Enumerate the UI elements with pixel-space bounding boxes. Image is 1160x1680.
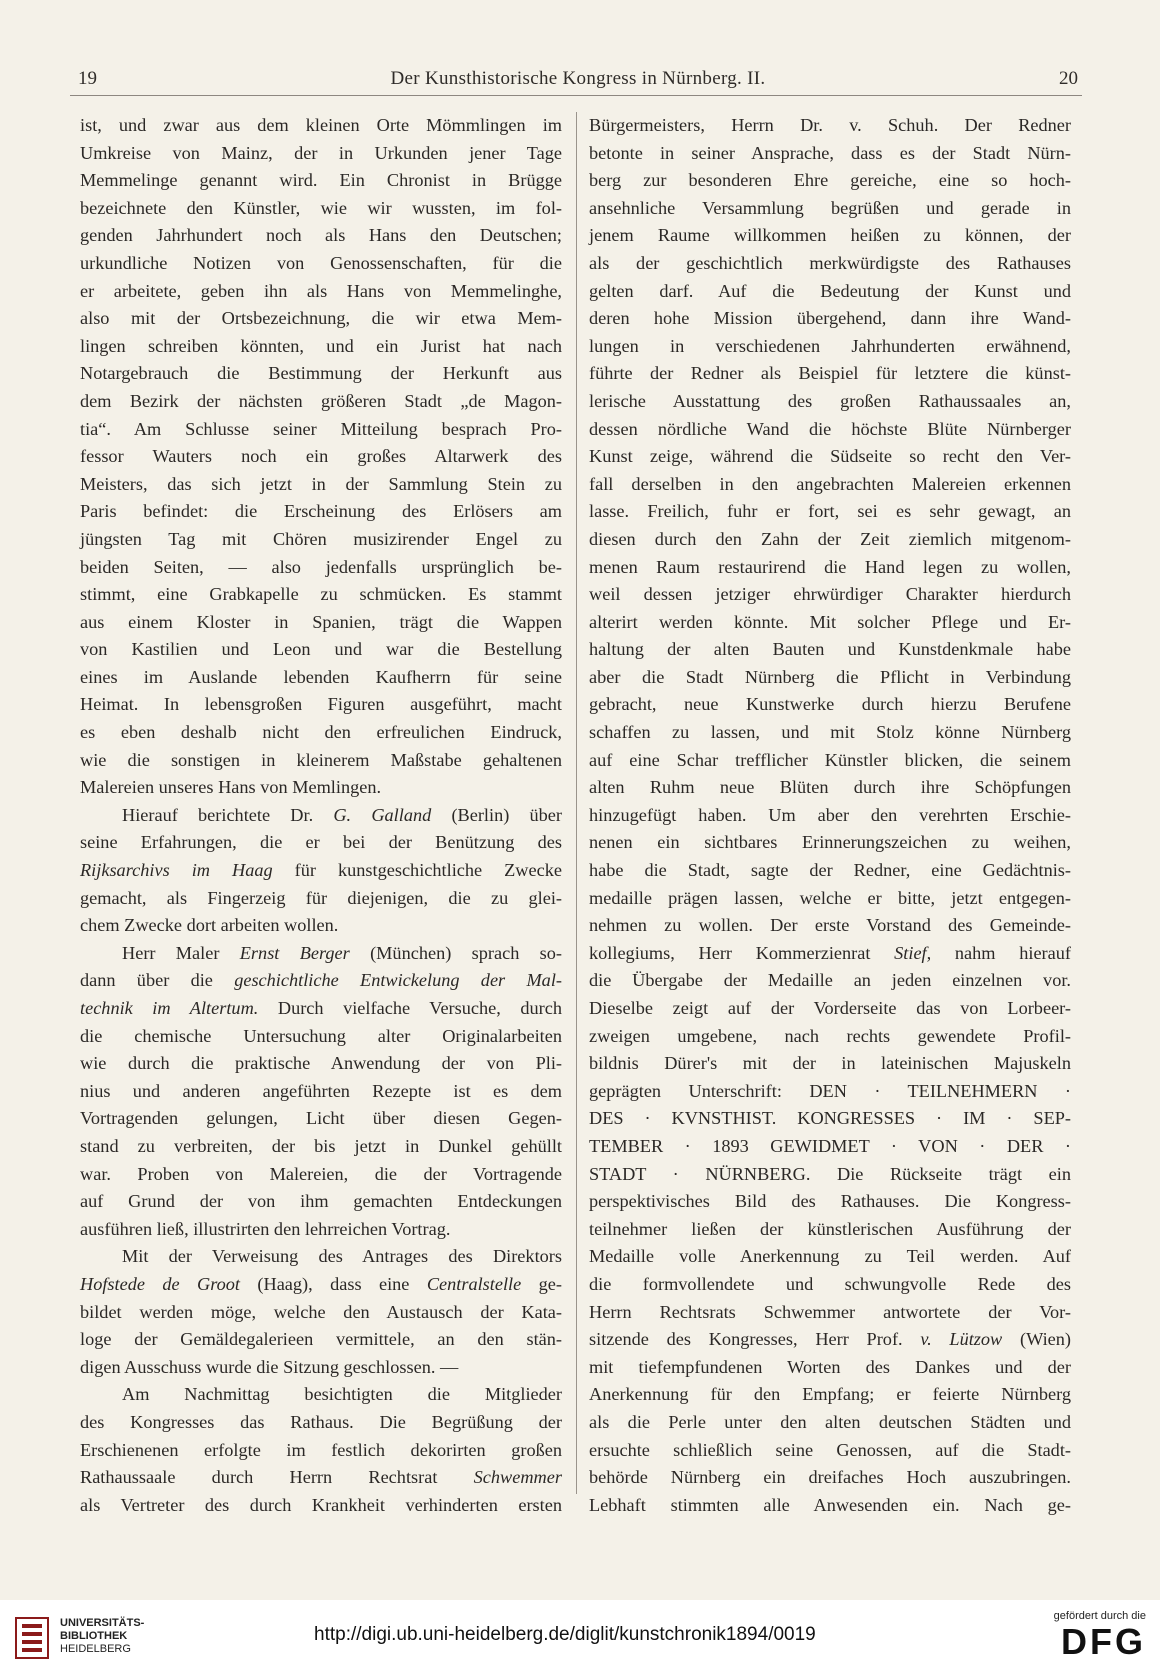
italic-text: v. Lützow	[920, 1329, 1003, 1350]
italic-text: Rijksarchivs im Haag	[80, 860, 273, 881]
text-line	[589, 1326, 1071, 1354]
text-run: Herr Maler	[122, 942, 240, 963]
text-line: deren hohe Mission übergehend, dann ihre Wand-	[589, 308, 1071, 329]
page-number-right: 20	[1059, 68, 1078, 89]
text-line: nehmen zu wollen. Der erste Vorstand des Gemeinde-	[589, 915, 1071, 936]
text-line	[80, 967, 562, 995]
column-divider	[576, 112, 577, 1494]
text-line: urkundliche Notizen von Genossenschaften, für die	[80, 252, 562, 273]
text-line: ist, und zwar aus dem kleinen Orte Mömmlingen im	[80, 115, 562, 135]
text-line: bezeichnete den Künstler, wie wir wussten, im fol-	[80, 197, 562, 218]
library-name-line: UNIVERSITÄTS-	[60, 1617, 145, 1629]
text-line: Malereien unseres Hans von Memlingen.	[80, 777, 382, 798]
text-line: Meisters, das sich jetzt in der Sammlung Stein zu	[80, 473, 562, 494]
text-line: fall derselben in den angebrachten Malereien erkennen	[589, 473, 1071, 494]
text-line: lasse. Freilich, fuhr er fort, sei es sehr gewagt, an	[589, 501, 1071, 522]
funder-credit	[1016, 1610, 1146, 1662]
funder-caption: gefördert durch die	[1053, 1610, 1146, 1622]
text-line: habe die Stadt, sagte der Redner, eine Gedächtnis-	[589, 860, 1071, 881]
text-line: Dieselbe zeigt auf der Vorderseite das von Lorbeer-	[589, 998, 1071, 1018]
italic-text: geschichtliche Entwickelung der Mal-	[234, 970, 562, 991]
library-name-line: BIBLIOTHEK	[60, 1630, 128, 1642]
text-line: hinzugefügt haben. Um aber den verehrten Erschie-	[589, 804, 1071, 825]
text-line: alterirt werden könnte. Mit solcher Pflege und Er-	[589, 611, 1071, 632]
text-line	[80, 857, 562, 885]
text-line: STADT · NÜRNBERG. Die Rückseite trägt ein	[589, 1163, 1071, 1184]
text-line: geprägten Unterschrift: DEN · TEILNEHMERN ·	[589, 1080, 1071, 1101]
italic-text: Stief,	[894, 942, 932, 963]
library-name-line: HEIDELBERG	[60, 1643, 131, 1655]
text-line: bildnis Dürer's mit der in lateinischen Majuskeln	[589, 1053, 1071, 1074]
text-line	[80, 995, 562, 1023]
text-line: Am Nachmittag besichtigten die Mitglieder	[122, 1384, 562, 1405]
text-line: Kunst zeige, während die Südseite so recht den Ver-	[589, 446, 1071, 467]
text-line: dem Bezirk der nächsten größeren Stadt „de Magon-	[80, 390, 562, 411]
text-run: (Haag), dass eine	[240, 1273, 427, 1294]
text-line: als die Perle unter den alten deutschen Städten und	[589, 1411, 1071, 1432]
text-line: berg zur besonderen Ehre gereiche, eine so hoch-	[589, 170, 1071, 191]
text-run: ge-	[521, 1273, 562, 1294]
text-line: des Kongresses das Rathaus. Die Begrüßung der	[80, 1411, 562, 1432]
text-line: die chemische Untersuchung alter Originalarbeiten	[80, 1025, 562, 1046]
text-column-left	[80, 112, 563, 1515]
text-line: ersuchte schließlich seine Genossen, auf die Stadt-	[589, 1439, 1071, 1460]
italic-text: technik im Altertum.	[80, 998, 259, 1018]
text-line: Medaille volle Anerkennung zu Teil werden. Auf	[589, 1246, 1071, 1267]
text-line: menen Raum restaurirend die Hand legen zu wollen,	[589, 556, 1071, 577]
text-line: beiden Seiten, — also jedenfalls ursprünglich be-	[80, 556, 562, 577]
permalink-url[interactable]: http://digi.ub.uni-heidelberg.de/diglit/kunstchronik1894/0019	[314, 1624, 816, 1645]
text-line: seine Erfahrungen, die er bei der Benützung des	[80, 832, 562, 853]
text-line: dessen nördliche Wand die höchste Blüte Nürnberger	[589, 418, 1071, 439]
italic-text: Hofstede de Groot	[80, 1273, 241, 1294]
text-line: lingen schreiben könnten, und ein Jurist hat nach	[80, 335, 562, 356]
text-line: nenen ein sichtbares Erinnerungszeichen zu weihen,	[589, 832, 1071, 853]
text-run: sitzende des Kongresses, Herr Prof.	[589, 1329, 921, 1350]
text-run: (Wien)	[1002, 1329, 1072, 1350]
text-line: mit tiefempfundenen Worten des Dankes und der	[589, 1356, 1071, 1377]
text-line: lungen in verschiedenen Jahrhunderten erwähnend,	[589, 335, 1071, 356]
running-title: Der Kunsthistorische Kongress in Nürnberg. II.	[390, 68, 766, 89]
italic-text: Schwemmer	[473, 1467, 562, 1488]
text-line: stimmt, eine Grabkapelle zu schmücken. Es stammt	[80, 584, 562, 605]
text-line: Umkreise von Mainz, der in Urkunden jener Tage	[80, 142, 562, 163]
text-line: weil dessen jetziger ehrwürdiger Charakter hierdurch	[589, 584, 1071, 605]
text-line	[80, 802, 562, 830]
digitization-footer	[0, 1600, 1160, 1680]
text-line: alten Ruhm neue Blüten durch ihre Schöpfungen	[589, 777, 1071, 798]
text-line: eines im Auslande lebenden Kaufherrn für seine	[80, 666, 562, 687]
italic-text: Ernst Berger	[239, 942, 350, 963]
text-run: Rathaussaale durch Herrn Rechtsrat	[80, 1467, 474, 1488]
text-line: TEMBER · 1893 GEWIDMET · VON · DER ·	[589, 1135, 1071, 1156]
text-line: gemacht, als Fingerzeig für diejenigen, die zu glei-	[80, 887, 562, 908]
text-line: von Kastilien und Leon und war die Bestellung	[80, 639, 562, 660]
text-line: auf Grund der von ihm gemachten Entdeckungen	[80, 1191, 562, 1212]
text-line: schaffen zu lassen, und mit Stolz könne Nürnberg	[589, 722, 1071, 743]
text-line: Anerkennung für den Empfang; er feierte Nürnberg	[589, 1384, 1071, 1405]
library-name	[60, 1617, 144, 1656]
text-line: Notargebrauch die Bestimmung der Herkunft aus	[80, 363, 562, 384]
text-line: auf eine Schar trefflicher Künstler blicken, die seinem	[589, 749, 1071, 770]
text-line: Bürgermeisters, Herrn Dr. v. Schuh. Der Redner	[589, 115, 1071, 135]
text-line: betonte in seiner Ansprache, dass es der Stadt Nürn-	[589, 142, 1071, 163]
text-line: aber die Stadt Nürnberg die Pflicht in Verbindung	[589, 666, 1071, 687]
text-line: loge der Gemäldegalerieen vermittele, an den stän-	[80, 1329, 562, 1350]
text-line: wie die sonstigen in kleinerem Maßstabe gehaltenen	[80, 749, 562, 770]
running-header	[78, 68, 1078, 94]
text-line: ansehnliche Versammlung begrüßen und gerade in	[589, 197, 1071, 218]
text-column-right	[589, 112, 1072, 1515]
text-line: Memmelinge genannt wird. Ein Chronist in Brügge	[80, 170, 562, 191]
text-line: lerische Ausstattung des großen Rathaussaales an,	[589, 390, 1071, 411]
text-line	[80, 1271, 562, 1299]
text-line: als der geschichtlich merkwürdigste des Rathauses	[589, 252, 1071, 273]
italic-text: G. Galland	[333, 804, 432, 825]
text-line: Paris befindet: die Erscheinung des Erlösers am	[80, 501, 562, 522]
page-number-left: 19	[78, 68, 97, 89]
dfg-logo: DFG	[1061, 1621, 1146, 1662]
text-line: Herrn Rechtsrats Schwemmer antwortete der Vor-	[589, 1301, 1071, 1322]
text-line: er arbeitete, geben ihn als Hans von Memmelinghe,	[80, 280, 562, 301]
text-line: teilnehmer ließen der künstlerischen Ausführung der	[589, 1218, 1071, 1239]
text-line: jenem Raume willkommen heißen zu können, der	[589, 225, 1071, 246]
text-line: es eben deshalb nicht den erfreulichen Eindruck,	[80, 722, 562, 743]
text-run: (München) sprach so-	[349, 942, 562, 963]
text-line: aus einem Kloster in Spanien, trägt die Wappen	[80, 611, 562, 632]
text-line: Heimat. In lebensgroßen Figuren ausgeführt, macht	[80, 694, 562, 715]
text-line: tia“. Am Schlusse seiner Mitteilung besprach Pro-	[80, 418, 562, 439]
text-line: diesen durch den Zahn der Zeit ziemlich mitgenom-	[589, 528, 1071, 549]
italic-text: Centralstelle	[426, 1273, 522, 1294]
text-run: für kunstgeschichtliche Zwecke	[272, 860, 562, 881]
header-rule	[70, 95, 1082, 96]
text-line: gebracht, neue Kunstwerke durch hierzu Berufene	[589, 694, 1071, 715]
text-line: als Vertreter des durch Krankheit verhinderten ersten	[80, 1494, 562, 1515]
text-line: nius und anderen angeführten Rezepte ist es dem	[80, 1080, 562, 1101]
text-run: nahm hierauf	[931, 942, 1071, 963]
text-line: Mit der Verweisung des Antrages des Direktors	[122, 1246, 562, 1267]
text-line: die Übergabe der Medaille an jeden einzelnen vor.	[589, 970, 1071, 991]
text-line: stand zu verbreiten, der bis jetzt in Dunkel gehüllt	[80, 1135, 562, 1156]
text-line: haltung der alten Bauten und Kunstdenkmale habe	[589, 639, 1071, 660]
text-line: Lebhaft stimmten alle Anwesenden ein. Nach ge-	[589, 1494, 1071, 1515]
text-line: führte der Redner als Beispiel für letztere die künst-	[589, 363, 1071, 384]
text-line	[589, 940, 1071, 968]
text-line: bildet werden möge, welche den Austausch der Kata-	[80, 1301, 562, 1322]
university-library-logo	[14, 1614, 54, 1664]
text-line: wie durch die praktische Anwendung der von Pli-	[80, 1053, 562, 1074]
text-line: genden Jahrhundert noch als Hans den Deutschen;	[80, 225, 562, 246]
text-line: war. Proben von Malereien, die der Vortragende	[80, 1163, 562, 1184]
text-line: medaille prägen lassen, welche er bitte, jetzt entgegen-	[589, 887, 1071, 908]
text-run: Hierauf berichtete Dr.	[122, 804, 334, 825]
text-run: Durch vielfache Versuche, durch	[258, 998, 562, 1018]
text-line: Vortragenden gelungen, Licht über diesen Gegen-	[80, 1108, 562, 1129]
text-line: also mit der Ortsbezeichnung, die wir etwa Mem-	[80, 308, 562, 329]
text-line: Erschienenen erfolgte im festlich dekorirten großen	[80, 1439, 562, 1460]
text-line: behörde Nürnberg ein dreifaches Hoch auszubringen.	[589, 1467, 1071, 1488]
text-line	[80, 940, 562, 968]
text-line: fessor Wauters noch ein großes Altarwerk des	[80, 446, 562, 467]
text-line: gelten darf. Auf die Bedeutung der Kunst und	[589, 280, 1071, 301]
text-run: kollegiums, Herr Kommerzienrat	[589, 942, 895, 963]
text-line: jüngsten Tag mit Chören musizirender Engel zu	[80, 528, 562, 549]
text-line: digen Ausschuss wurde die Sitzung geschlossen. —	[80, 1356, 459, 1377]
text-line: ausführen ließ, illustrirten den lehrreichen Vortrag.	[80, 1218, 451, 1239]
text-line: DES · KVNSTHIST. KONGRESSES · IM · SEP-	[589, 1108, 1071, 1129]
library-seal-icon	[14, 1614, 54, 1664]
text-run: dann über die	[80, 970, 235, 991]
text-line: chem Zwecke dort arbeiten wollen.	[80, 915, 339, 936]
text-line	[80, 1464, 562, 1492]
text-line: zweigen umgebene, nach rechts gewendete Profil-	[589, 1025, 1071, 1046]
text-line: perspektivisches Bild des Rathauses. Die Kongress-	[589, 1191, 1071, 1212]
text-run: (Berlin) über	[431, 804, 563, 825]
text-line: die formvollendete und schwungvolle Rede des	[589, 1273, 1071, 1294]
